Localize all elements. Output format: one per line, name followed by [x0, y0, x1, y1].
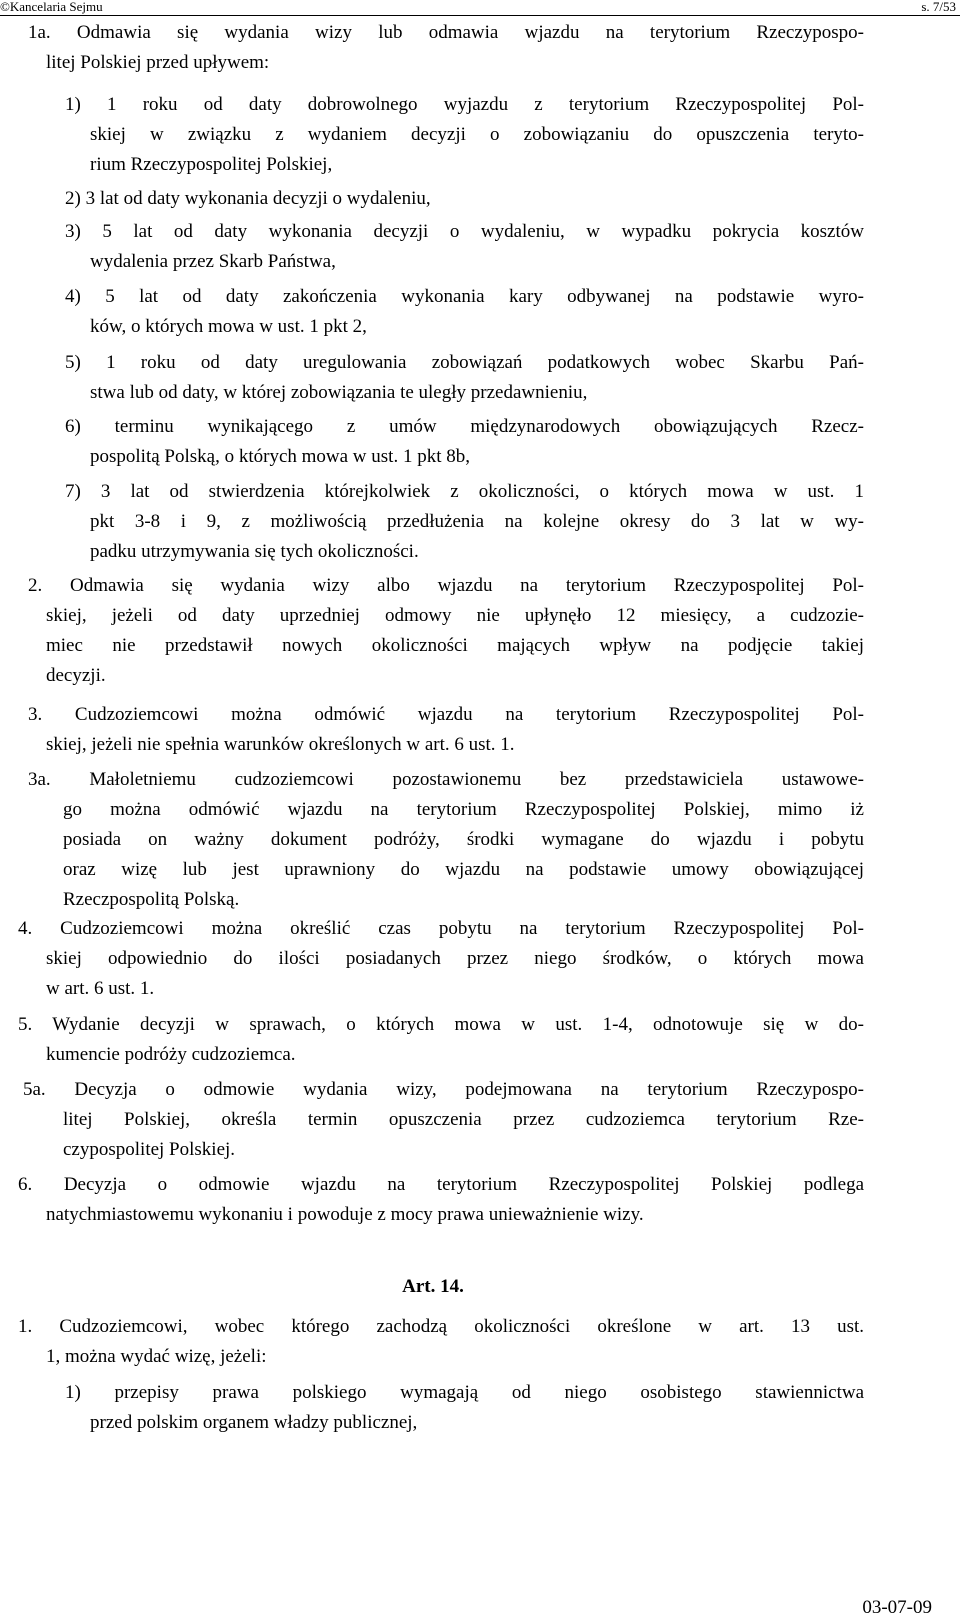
list-item-1 — [65, 90, 864, 180]
paragraph-5 — [18, 1010, 864, 1070]
text-line: przed polskim organem władzy publicznej, — [90, 1412, 418, 1433]
footer-date: 03-07-09 — [862, 1597, 932, 1618]
text-line: pkt 3-8 i 9, z możliwością przedłużenia na kolejne okresy do 3 lat w wy- — [90, 511, 864, 532]
article-14-paragraph-1 — [18, 1312, 864, 1372]
text-line: 5a. Decyzja o odmowie wydania wizy, podejmowana na terytorium Rzeczypospo- — [23, 1079, 864, 1100]
text-line: 5) 1 roku od daty uregulowania zobowiązań podatkowych wobec Skarbu Pań- — [65, 352, 864, 373]
paragraph-6 — [18, 1170, 864, 1230]
page-header — [0, 0, 960, 16]
text-line: posiada on ważny dokument podróży, środki wymagane do wjazdu i pobytu — [63, 829, 864, 850]
text-line: 1. Cudzoziemcowi, wobec którego zachodzą okoliczności określone w art. 13 ust. — [18, 1316, 864, 1337]
text-line: litej Polskiej, określa termin opuszczenia przez cudzoziemca terytorium Rze- — [63, 1109, 864, 1130]
list-item-5 — [65, 348, 864, 408]
text-line: 1) 1 roku od daty dobrowolnego wyjazdu z terytorium Rzeczypospolitej Pol- — [65, 94, 864, 115]
header-page-number: s. 7/53 — [921, 0, 956, 14]
text-line: 3) 5 lat od daty wykonania decyzji o wydaleniu, w wypadku pokrycia kosztów — [65, 221, 864, 242]
list-item-6 — [65, 412, 864, 472]
text-line: kumencie podróży cudzoziemca. — [46, 1044, 296, 1065]
article-14-list-item-1 — [65, 1378, 864, 1438]
text-line: natychmiastowemu wykonaniu i powoduje z mocy prawa unieważnienie wizy. — [46, 1204, 644, 1225]
text-line: padku utrzymywania się tych okoliczności. — [90, 541, 419, 562]
text-line: 4) 5 lat od daty zakończenia wykonania kary odbywanej na podstawie wyro- — [65, 286, 864, 307]
paragraph-5a — [18, 1075, 864, 1165]
paragraph-1a — [28, 18, 864, 78]
text-line: 4. Cudzoziemcowi można określić czas pobytu na terytorium Rzeczypospolitej Pol- — [18, 918, 864, 939]
text-line: 1) przepisy prawa polskiego wymagają od niego osobistego stawiennictwa — [65, 1382, 864, 1403]
text-line: go można odmówić wjazdu na terytorium Rzeczypospolitej Polskiej, mimo iż — [63, 799, 864, 820]
text-line: czypospolitej Polskiej. — [63, 1139, 236, 1160]
text-line: 2) 3 lat od daty wykonania decyzji o wydaleniu, — [65, 188, 431, 209]
header-source: ©Kancelaria Sejmu — [0, 0, 103, 14]
list-item-2 — [65, 184, 864, 214]
text-line: skiej, jeżeli nie spełnia warunków określonych w art. 6 ust. 1. — [46, 734, 515, 755]
text-line: stwa lub od daty, w której zobowiązania te uległy przedawnieniu, — [90, 382, 588, 403]
text-line: skiej odpowiednio do ilości posiadanych przez niego środków, o których mowa — [46, 948, 864, 969]
text-line: decyzji. — [46, 665, 106, 686]
list-item-7 — [65, 477, 864, 567]
article-title: Art. 14. — [402, 1276, 464, 1297]
list-item-4 — [65, 282, 864, 342]
text-line: pospolitą Polską, o których mowa w ust. 1 pkt 8b, — [90, 446, 470, 467]
paragraph-2 — [18, 571, 864, 691]
text-line: miec nie przedstawił nowych okoliczności mających wpływ na podjęcie takiej — [46, 635, 864, 656]
text-line: rium Rzeczypospolitej Polskiej, — [90, 154, 333, 175]
text-line: skiej w związku z wydaniem decyzji o zobowiązaniu do opuszczenia teryto- — [90, 124, 864, 145]
text-line: 5. Wydanie decyzji w sprawach, o których mowa w ust. 1-4, odnotowuje się w do- — [18, 1014, 864, 1035]
text-line: wydalenia przez Skarb Państwa, — [90, 251, 336, 272]
list-item-3 — [65, 217, 864, 277]
text-line: 7) 3 lat od stwierdzenia którejkolwiek z okoliczności, o których mowa w ust. 1 — [65, 481, 864, 502]
text-line: 2. Odmawia się wydania wizy albo wjazdu na terytorium Rzeczypospolitej Pol- — [28, 575, 864, 596]
text-line: 6) terminu wynikającego z umów międzynarodowych obowiązujących Rzecz- — [65, 416, 864, 437]
text-line: 1, można wydać wizę, jeżeli: — [46, 1346, 267, 1367]
paragraph-4 — [18, 914, 864, 1004]
paragraph-3 — [18, 700, 864, 760]
text-line: w art. 6 ust. 1. — [46, 978, 155, 999]
header-divider — [0, 15, 960, 16]
text-line: litej Polskiej przed upływem: — [46, 52, 270, 73]
text-line: skiej, jeżeli od daty uprzedniej odmowy nie upłynęło 12 miesięcy, a cudzozie- — [46, 605, 864, 626]
text-line: 1a. Odmawia się wydania wizy lub odmawia wjazdu na terytorium Rzeczypospo- — [28, 22, 864, 43]
text-line: Rzeczpospolitą Polską. — [63, 889, 240, 910]
text-line: ków, o których mowa w ust. 1 pkt 2, — [90, 316, 367, 337]
text-line: oraz wizę lub jest uprawniony do wjazdu na podstawie umowy obowiązującej — [63, 859, 864, 880]
paragraph-3a — [18, 765, 864, 915]
text-line: 3a. Małoletniemu cudzoziemcowi pozostawionemu bez przedstawiciela ustawowe- — [28, 769, 864, 790]
text-line: 6. Decyzja o odmowie wjazdu na terytorium Rzeczypospolitej Polskiej podlega — [18, 1174, 864, 1195]
text-line: 3. Cudzoziemcowi można odmówić wjazdu na terytorium Rzeczypospolitej Pol- — [28, 704, 864, 725]
